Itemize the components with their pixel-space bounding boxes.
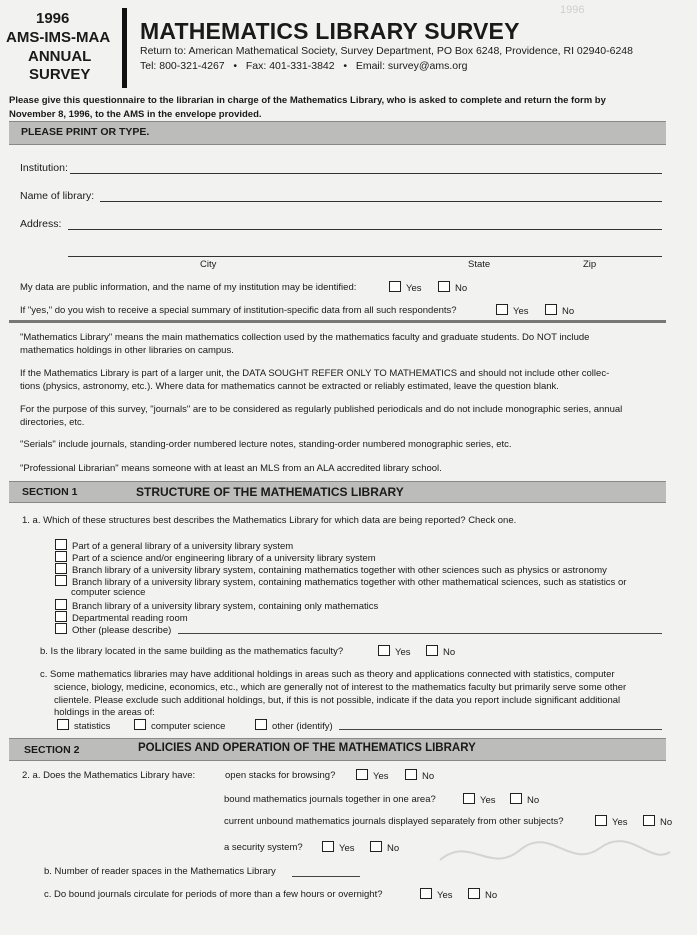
security-system-yes[interactable] [322, 841, 355, 854]
circulate-no[interactable] [468, 888, 497, 901]
checkbox[interactable] [378, 645, 390, 656]
option-label: computer science [151, 721, 226, 732]
question-1a: 1. a. Which of these structures best describes the Mathematics Library for which data are being reported? Check one. [22, 515, 517, 526]
survey-year: 1996 [36, 10, 70, 27]
address-field-line-1[interactable] [68, 229, 662, 230]
checkbox[interactable] [643, 815, 655, 826]
unbound-displayed-question: current unbound mathematics journals displayed separately from other subjects? [224, 816, 564, 827]
survey-annual: ANNUAL [28, 48, 92, 65]
summary-no-option[interactable] [545, 304, 574, 317]
question-1b: b. Is the library located in the same building as the mathematics faculty? [40, 646, 344, 657]
security-system-question: a security system? [224, 842, 303, 853]
checkbox[interactable] [463, 793, 475, 804]
checkbox[interactable] [55, 611, 67, 622]
yes-label: Yes [406, 283, 422, 294]
holdings-statistics[interactable] [57, 719, 110, 732]
unbound-displayed-no[interactable] [643, 815, 672, 828]
checkbox[interactable] [356, 769, 368, 780]
survey-org: AMS-IMS-MAA [6, 29, 111, 46]
checkbox[interactable] [55, 623, 67, 634]
definition-journals-1: For the purpose of this survey, "journals" are to be considered as regularly published periodicals and do not include monographic series, annual [20, 404, 623, 415]
checkbox[interactable] [55, 551, 67, 562]
definition-professional-librarian: "Professional Librarian" means someone with at least an MLS from an ALA accredited library school. [20, 463, 442, 474]
no-label: No [485, 890, 498, 901]
checkbox[interactable] [55, 575, 67, 586]
other-identify-field[interactable] [339, 729, 662, 730]
option-label: Branch library of a university library system, containing only mathematics [72, 601, 379, 612]
no-label: No [387, 843, 400, 854]
same-building-no[interactable] [426, 645, 455, 658]
bullet: • [343, 60, 348, 72]
summary-question: If "yes," do you wish to receive a special summary of institution-specific data from all such respondents? [20, 305, 457, 316]
survey-label: SURVEY [29, 66, 91, 83]
checkbox[interactable] [405, 769, 417, 780]
option-label: Branch library of a university library system, containing mathematics together with other sciences such as physics or astronomy [72, 565, 607, 576]
open-stacks-question: open stacks for browsing? [225, 770, 336, 781]
option-label: other (identify) [272, 721, 333, 732]
checkbox[interactable] [438, 281, 450, 292]
checkbox[interactable] [420, 888, 432, 899]
definition-math-library-2: mathematics holdings in other libraries on campus. [20, 345, 234, 356]
question-1c-line-3: clientele. Please exclude such additional holdings, but, if this is not possible, indicate if the data you report include significant additional [54, 695, 621, 706]
yes-label: Yes [612, 817, 628, 828]
contact-tel: Tel: 800-321-4267 [140, 60, 225, 72]
library-name-label: Name of library: [20, 190, 95, 202]
contact-fax: Fax: 401-331-3842 [245, 60, 335, 72]
reader-spaces-field[interactable] [292, 876, 360, 877]
checkbox[interactable] [134, 719, 146, 730]
structure-option-branch-mathematical-cont: computer science [71, 587, 146, 598]
question-2b: b. Number of reader spaces in the Mathematics Library [44, 866, 276, 877]
public-data-question: My data are public information, and the name of my institution may be identified: [20, 282, 357, 293]
section-1-label: SECTION 1 [22, 486, 78, 498]
no-label: No [660, 817, 673, 828]
definition-math-library-1: "Mathematics Library" means the main mathematics collection used by the mathematics faculty and graduate students. Do NOT include [20, 332, 590, 343]
option-label: Branch library of a university library system, containing mathematics together with other mathematical sciences, such as statistics or [72, 577, 627, 588]
section-1-title: STRUCTURE OF THE MATHEMATICS LIBRARY [136, 485, 404, 499]
definition-larger-unit-2: tions (physics, astronomy, etc.). Where data for mathematics cannot be extracted or reliably estimated, leave the question blank. [20, 381, 559, 392]
definition-serials: "Serials" include journals, standing-order numbered lecture notes, standing-order numbered monographic series, etc. [20, 439, 512, 450]
print-band-label: PLEASE PRINT OR TYPE. [21, 126, 150, 138]
bound-together-question: bound mathematics journals together in one area? [224, 794, 436, 805]
checkbox[interactable] [510, 793, 522, 804]
bleed-through-text: 1996 [560, 4, 585, 16]
holdings-other[interactable] [255, 719, 333, 732]
definition-larger-unit-1: If the Mathematics Library is part of a larger unit, the DATA SOUGHT REFER ONLY TO MATHEMATICS and should not include other collec- [20, 368, 610, 379]
checkbox[interactable] [595, 815, 607, 826]
bullet: • [233, 60, 238, 72]
institution-label: Institution: [20, 162, 68, 174]
checkbox[interactable] [389, 281, 401, 292]
public-no-option[interactable] [438, 281, 467, 294]
institution-field[interactable] [70, 173, 662, 174]
circulate-yes[interactable] [420, 888, 453, 901]
address-field-line-2[interactable] [68, 256, 662, 257]
bound-together-no[interactable] [510, 793, 539, 806]
option-label: Part of a science and/or engineering library of a university library system [72, 553, 376, 564]
intro-line-1: Please give this questionnaire to the librarian in charge of the Mathematics Library, who is asked to complete and return the form by [9, 95, 606, 106]
state-label: State [468, 259, 491, 270]
checkbox[interactable] [426, 645, 438, 656]
option-label: statistics [74, 721, 111, 732]
yes-label: Yes [437, 890, 453, 901]
structure-option-other[interactable] [55, 623, 171, 636]
checkbox[interactable] [57, 719, 69, 730]
checkbox[interactable] [255, 719, 267, 730]
question-1c-line-4: holdings in the areas of: [54, 707, 155, 718]
bound-together-yes[interactable] [463, 793, 496, 806]
option-label: Other (please describe) [72, 625, 172, 636]
option-label: Departmental reading room [72, 613, 188, 624]
no-label: No [422, 771, 435, 782]
checkbox[interactable] [55, 599, 67, 610]
yes-label: Yes [395, 647, 411, 658]
question-1c-line-2: science, biology, medicine, economics, etc., which are generally not of interest to the mathematics faculty but primarily serve some other [54, 682, 627, 693]
checkbox[interactable] [55, 563, 67, 574]
page-title: MATHEMATICS LIBRARY SURVEY [140, 18, 520, 44]
yes-label: Yes [373, 771, 389, 782]
city-label: City [200, 259, 217, 270]
header-divider [122, 8, 127, 88]
checkbox[interactable] [496, 304, 508, 315]
question-2a: 2. a. Does the Mathematics Library have: [22, 770, 196, 781]
checkbox[interactable] [322, 841, 334, 852]
contact-line [140, 60, 467, 72]
checkbox[interactable] [370, 841, 382, 852]
summary-yes-option[interactable] [496, 304, 529, 317]
checkbox[interactable] [468, 888, 480, 899]
section-2-title: POLICIES AND OPERATION OF THE MATHEMATICS LIBRARY [138, 742, 476, 754]
public-yes-option[interactable] [389, 281, 422, 294]
zip-label: Zip [583, 259, 597, 270]
no-label: No [527, 795, 540, 806]
yes-label: Yes [513, 306, 529, 317]
bleed-through-signature [430, 830, 680, 880]
intro-line-2: November 8, 1996, to the AMS in the envelope provided. [9, 109, 262, 120]
no-label: No [443, 647, 456, 658]
checkbox[interactable] [55, 539, 67, 550]
unbound-displayed-yes[interactable] [595, 815, 628, 828]
checkbox[interactable] [545, 304, 557, 315]
question-2c: c. Do bound journals circulate for periods of more than a few hours or overnight? [44, 889, 383, 900]
no-label: No [455, 283, 468, 294]
yes-label: Yes [339, 843, 355, 854]
return-address: Return to: American Mathematical Society, Survey Department, PO Box 6248, Providence, RI 02940-6248 [140, 45, 633, 57]
other-describe-field[interactable] [178, 633, 662, 634]
no-label: No [562, 306, 575, 317]
same-building-yes[interactable] [378, 645, 411, 658]
section-2-label: SECTION 2 [24, 744, 80, 756]
definition-journals-2: directories, etc. [20, 417, 85, 428]
open-stacks-yes[interactable] [356, 769, 389, 782]
address-label: Address: [20, 218, 62, 230]
contact-email: Email: survey@ams.org [355, 60, 468, 72]
holdings-computer-science[interactable] [134, 719, 225, 732]
library-name-field[interactable] [100, 201, 662, 202]
option-label: Part of a general library of a university library system [72, 541, 294, 552]
definitions-divider [9, 320, 666, 323]
yes-label: Yes [480, 795, 496, 806]
security-system-no[interactable] [370, 841, 399, 854]
question-1c-line-1: c. Some mathematics libraries may have additional holdings in areas such as theory and applications connected with statistics, computer [40, 669, 615, 680]
open-stacks-no[interactable] [405, 769, 434, 782]
